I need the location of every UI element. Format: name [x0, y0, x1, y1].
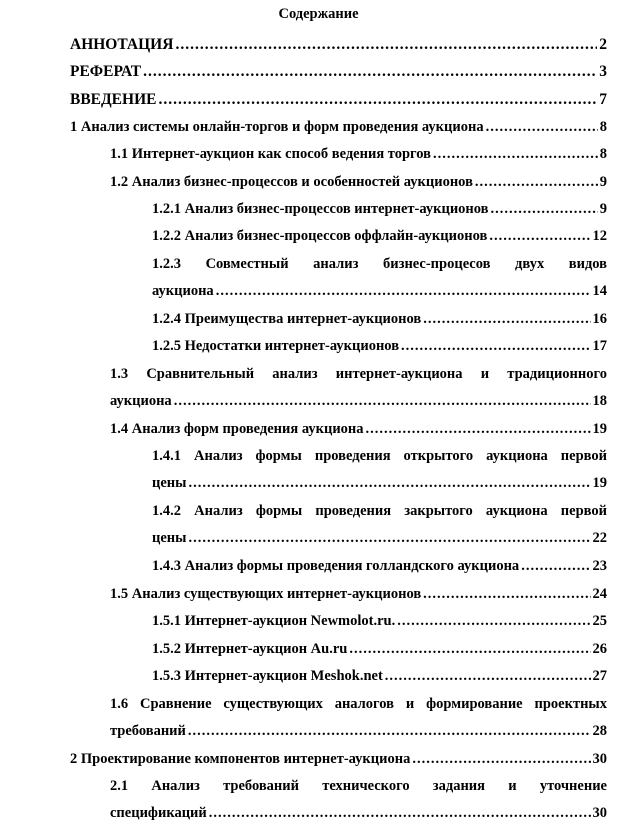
- toc-entry-text: 1.3 Сравнительный анализ интернет-аукциона и традиционного: [110, 366, 607, 382]
- dot-leader: [143, 58, 597, 85]
- toc-page-number: 30: [592, 751, 607, 767]
- toc-entry-text: ВВЕДЕНИЕ: [70, 91, 157, 108]
- dot-leader: [188, 718, 591, 745]
- toc-page-number: 22: [592, 530, 607, 546]
- toc-page-number: 2: [599, 36, 607, 53]
- toc-page-number: 8: [599, 119, 607, 135]
- toc-entry-1[interactable]: [70, 114, 607, 141]
- toc-entry-1-2-4[interactable]: [152, 306, 607, 333]
- dot-leader: [174, 388, 591, 415]
- toc-entry-text: 1.2.3 Совместный анализ бизнес-процесов двух видов: [152, 256, 607, 272]
- toc-page-number: 28: [592, 723, 607, 739]
- toc-page-number: 26: [592, 641, 607, 657]
- toc-entry-1-2-3[interactable]: [152, 251, 607, 305]
- toc-entry-text-continued: цены: [152, 475, 187, 491]
- dot-leader: [433, 141, 598, 168]
- toc-page-number: 14: [592, 283, 607, 299]
- toc-entry-text: 1.4.2 Анализ формы проведения закрытого аукциона первой: [152, 503, 607, 519]
- dot-leader: [521, 553, 590, 580]
- dot-leader: [475, 169, 598, 196]
- toc-entry-1-4-3[interactable]: [152, 553, 607, 580]
- dot-leader: [491, 196, 598, 223]
- toc-entry-text: 1.2 Анализ бизнес-процессов и особенностей аукционов: [110, 174, 473, 190]
- toc-page-number: 8: [599, 146, 607, 162]
- toc-page-number: 27: [592, 668, 607, 684]
- toc-page-number: 19: [592, 421, 607, 437]
- dot-leader: [486, 114, 598, 141]
- toc-page-number: 9: [599, 174, 607, 190]
- toc-entry-text: 1.2.4 Преимущества интернет-аукционов: [152, 311, 422, 327]
- toc-entry-1-2[interactable]: [110, 169, 607, 196]
- toc-page-number: 7: [599, 91, 607, 108]
- dot-leader: [423, 581, 590, 608]
- toc-entry-2[interactable]: [70, 746, 607, 773]
- toc-entry-text-continued: аукциона: [110, 393, 172, 409]
- toc-entry-text: 1.4 Анализ форм проведения аукциона: [110, 421, 364, 437]
- toc-entry-text: АННОТАЦИЯ: [70, 36, 174, 53]
- toc-entry-1-2-5[interactable]: [152, 333, 607, 360]
- toc-page-number: 25: [592, 613, 607, 629]
- dot-leader: [401, 333, 590, 360]
- dot-leader: [412, 746, 590, 773]
- dot-leader: [188, 525, 590, 552]
- toc-entry-1-6[interactable]: [110, 691, 607, 745]
- toc-page-number: 12: [592, 228, 607, 244]
- toc-entry-1-5-3[interactable]: [152, 663, 607, 690]
- toc-entry-text: 1.5.3 Интернет-аукцион Meshok.net: [152, 668, 383, 684]
- toc-page-number: 3: [599, 63, 607, 80]
- toc-page-number: 18: [592, 393, 607, 409]
- toc-entry-1-5[interactable]: [110, 581, 607, 608]
- toc-entry-text: 2 Проектирование компонентов интернет-аукциона: [70, 751, 411, 767]
- toc-page-number: 23: [592, 558, 607, 574]
- toc-entry-1-4-1[interactable]: [152, 443, 607, 497]
- toc-entry-1-4[interactable]: [110, 416, 607, 443]
- toc-entry-text: 1.2.5 Недостатки интернет-аукционов: [152, 338, 400, 354]
- toc-entry-1-2-2[interactable]: [152, 223, 607, 250]
- dot-leader: [175, 31, 597, 58]
- dot-leader: [349, 636, 590, 663]
- dot-leader: [366, 416, 591, 443]
- toc-entry-text-continued: аукциона: [152, 283, 214, 299]
- toc-entry-1-2-1[interactable]: [152, 196, 607, 223]
- dot-leader: [209, 800, 591, 827]
- dot-leader: [216, 278, 591, 305]
- toc-entry-1-1[interactable]: [110, 141, 607, 168]
- dot-leader: [397, 608, 590, 635]
- toc-entry-text: 1.5 Анализ существующих интернет-аукционов: [110, 586, 422, 602]
- toc-page-number: 9: [599, 201, 607, 217]
- toc-entry-text: 1.5.1 Интернет-аукцион Newmolot.ru.: [152, 613, 396, 629]
- toc-entry-text-continued: требований: [110, 723, 186, 739]
- toc-entry-text: 1.2.1 Анализ бизнес-процессов интернет-аукционов: [152, 201, 489, 217]
- dot-leader: [489, 223, 590, 250]
- dot-leader: [188, 470, 590, 497]
- dot-leader: [158, 86, 597, 113]
- page-title: Содержание: [278, 6, 359, 22]
- toc-entry-text: РЕФЕРАТ: [70, 63, 142, 80]
- toc-page-number: 24: [592, 586, 607, 602]
- toc-entry-text-continued: цены: [152, 530, 187, 546]
- toc-entry-2-1[interactable]: [110, 773, 607, 827]
- toc-entry-1-4-2[interactable]: [152, 498, 607, 552]
- toc-page-number: 17: [592, 338, 607, 354]
- toc-entry-introduction[interactable]: [70, 86, 607, 113]
- toc-entry-text: 1.2.2 Анализ бизнес-процессов оффлайн-аукционов: [152, 228, 488, 244]
- dot-leader: [385, 663, 591, 690]
- toc-page-number: 16: [592, 311, 607, 327]
- toc-page-number: 30: [592, 805, 607, 821]
- toc-entry-text-continued: спецификаций: [110, 805, 207, 821]
- toc-entry-1-5-1[interactable]: [152, 608, 607, 635]
- toc-entry-text: 1.6 Сравнение существующих аналогов и формирование проектных: [110, 696, 607, 712]
- toc-entry-text: 1.4.3 Анализ формы проведения голландского аукциона: [152, 558, 520, 574]
- dot-leader: [423, 306, 590, 333]
- toc-entry-text: 1.4.1 Анализ формы проведения открытого аукциона первой: [152, 448, 607, 464]
- toc-entry-1-3[interactable]: [110, 361, 607, 415]
- toc-entry-text: 1.1 Интернет-аукцион как способ ведения торгов: [110, 146, 431, 162]
- toc-entry-text: 1 Анализ системы онлайн-торгов и форм проведения аукциона: [70, 119, 484, 135]
- toc-entry-annotation[interactable]: [70, 31, 607, 58]
- toc-entry-referat[interactable]: [70, 58, 607, 85]
- toc-entry-text: 1.5.2 Интернет-аукцион Au.ru: [152, 641, 348, 657]
- toc-entry-text: 2.1 Анализ требований технического задания и уточнение: [110, 778, 607, 794]
- toc-page-number: 19: [592, 475, 607, 491]
- toc-entry-1-5-2[interactable]: [152, 636, 607, 663]
